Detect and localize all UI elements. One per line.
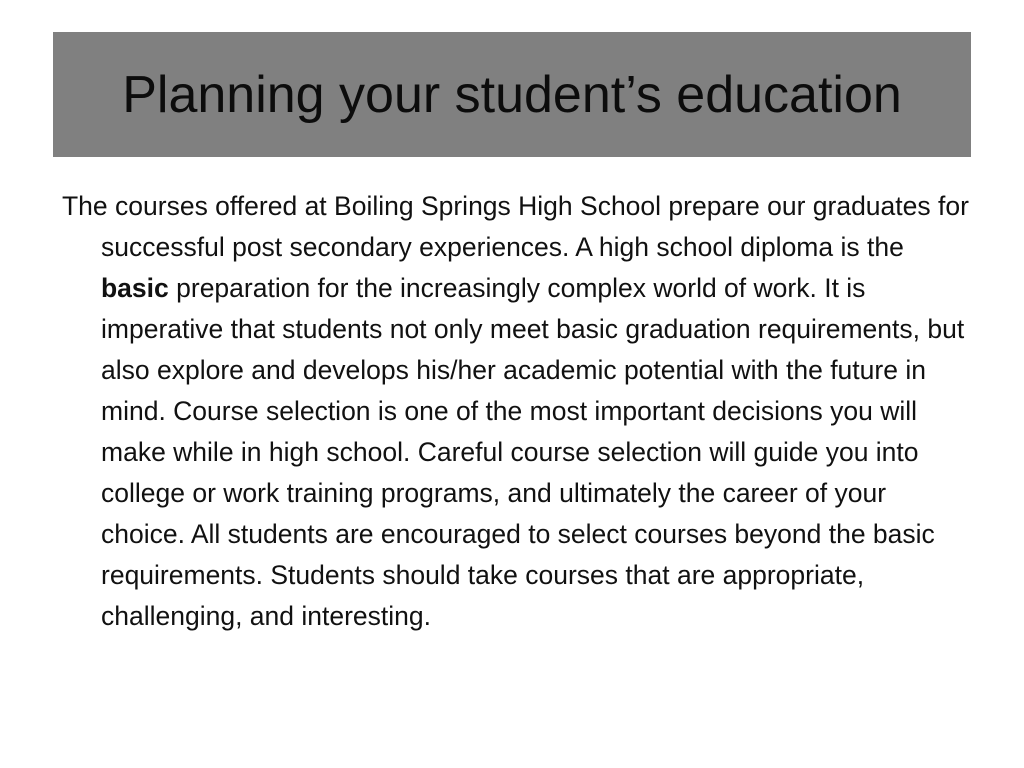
body-text-before-bold: The courses offered at Boiling Springs High School prepare our graduates for successful post secondary experiences. A high school diploma is the	[62, 191, 969, 262]
title-band	[53, 32, 971, 157]
body-text-after-bold: preparation for the increasingly complex world of work. It is imperative that students not only meet basic graduation requirements, but also explore and develops his/her academic potential with the future in mind. Course selection is one of the most important decisions you will make while in high school. Careful course selection will guide you into college or work training programs, and ultimately the career of your choice. All students are encouraged to select courses beyond the basic requirements. Students should take courses that are appropriate, challenging, and interesting.	[101, 273, 965, 631]
slide-title: Planning your student’s education	[122, 65, 902, 124]
body-paragraph	[62, 186, 972, 637]
body-text-bold-basic: basic	[101, 273, 169, 303]
